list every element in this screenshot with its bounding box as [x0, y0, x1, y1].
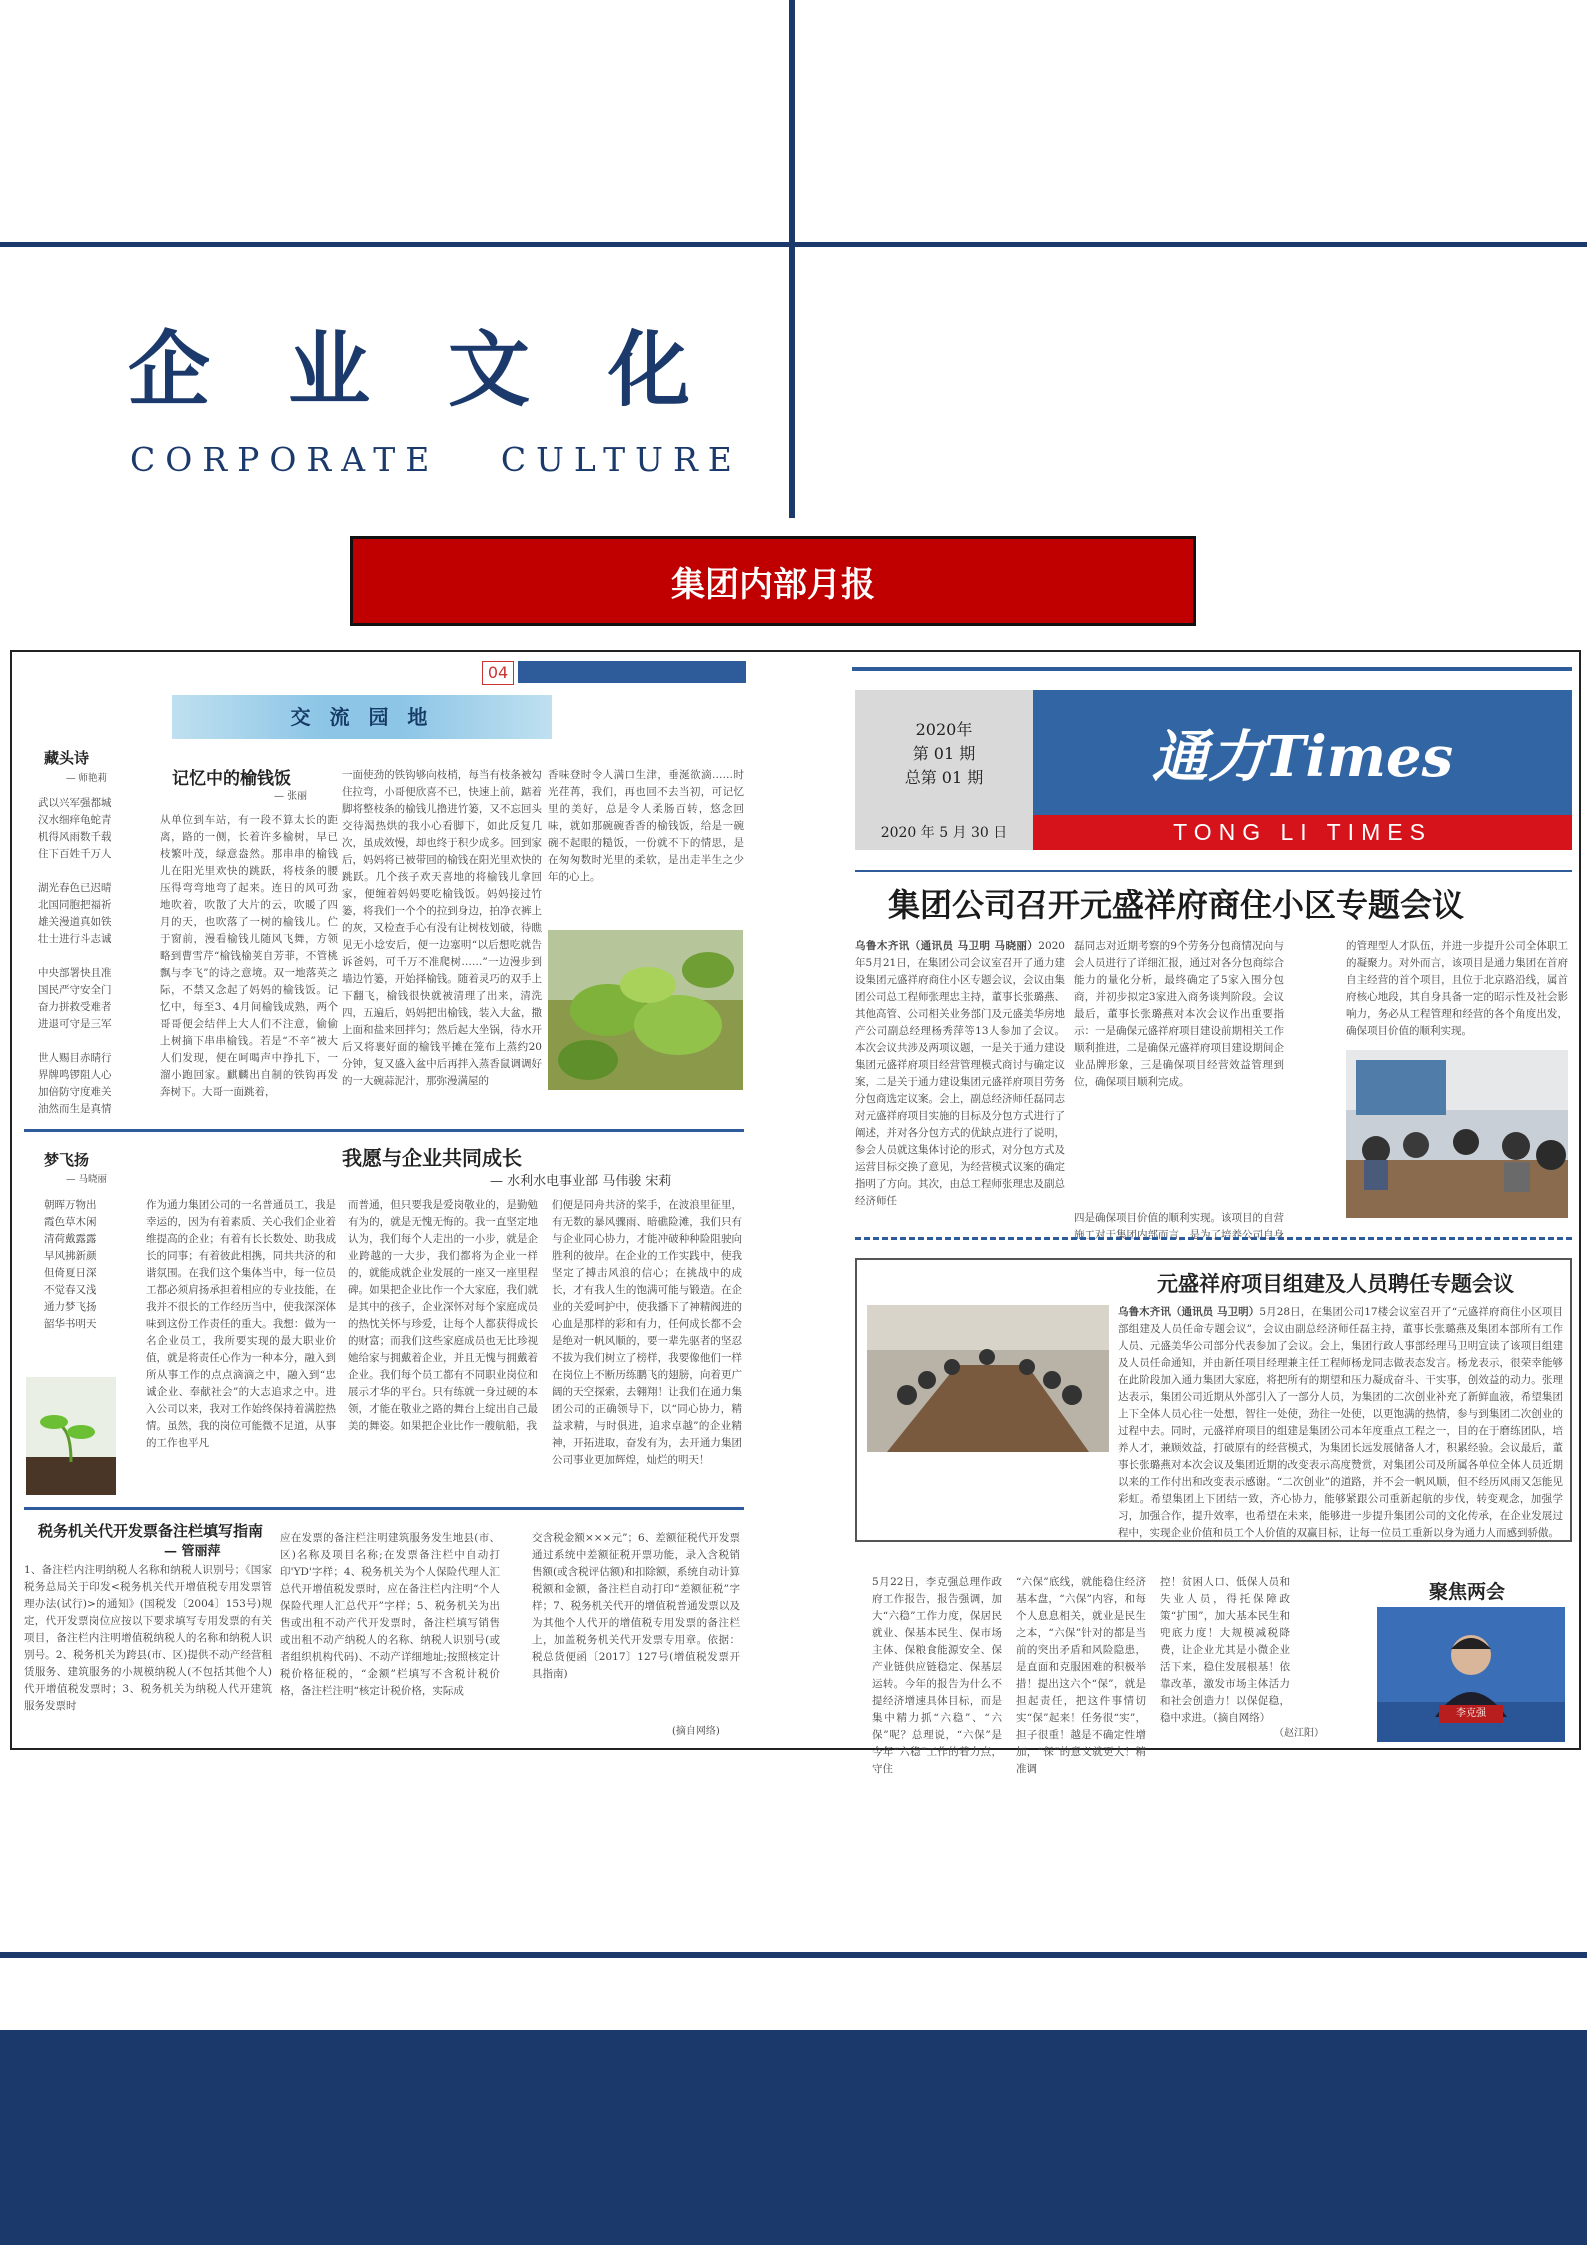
poem-line: 壮士进行斗志诚	[38, 933, 112, 945]
article-title: 聚焦两会	[1429, 1581, 1506, 1603]
article-column: 5月22日，李克强总理作政府工作报告，报告强调，加大“六稳”工作力度，保居民就业、保基本民生、保市场主体、保粮食能源安全、保产业链供应链稳定、保基层运转。今年的报告为什么不提经济增速具体目标，而是集中精力抓“六稳”、“六保”呢？总理说，“六保”是今年“六稳”工作的着力点，守住	[872, 1576, 1002, 1775]
poem-line: 韶华书明天	[44, 1318, 97, 1330]
poem-line: 雄关漫道真如铁	[38, 916, 112, 928]
article-text: 5月28日，在集团公司17楼会议室召开了“元盛祥府商住小区项目部组建及人员任命专题会议”，会议由副总经济师任磊主持，董事长张璐燕及集团本部所有工作人员、元盛美华公司部分代表参加了会议。会上，集团行政人事部经理马卫明宣读了该项目组建及人员任命通知，并由新任项目经理兼主任工程师杨龙同志做表态发言。杨龙表示，很荣幸能够在此阶段加入通力集团大家庭，将把所有的期望和压力凝成奋斗、干实事，创效益的动力。张理达表示，集团公司近期从外部引入了一部分人员，为集团的二次创业补充了新鲜血液，希望集团上下全体人员心往一处想，智往一处使，劲往一处使，以更饱满的热情，参与到集团二次创业的过程中去。同时，元盛祥府项目的组建是集团公司本年度重点工程之一，目的在于磨练团队，培养人才，兼顾效益，打破原有的经营模式，为集团长远发展储备人才，积累经验。会议最后，董事长张璐燕对本次会议及集团近期的改变表示高度赞赏，对集团公司及所属各单位全体人员近期以来的工作付出和改变表示感谢。“二次创业”的道路，并不会一帆风顺，但不经历风雨又怎能见彩虹。希望集团上下团结一致，齐心协力，能够紧跟公司重新起航的步伐，转变观念，加强学习，加强合作，提升效率，也希望在未来，能够进一步提升集团公司的文化传承，在企业发展过程中，实现企业价值和员工个人价值的双赢目标，让每一位员工重新以身为通力人而感到骄傲。	[1118, 1306, 1563, 1539]
article-title: 元盛祥府项目组建及人员聘任专题会议	[1157, 1271, 1514, 1296]
page-top-rule	[852, 667, 1572, 671]
poem-line: 世人赐目赤睛行	[38, 1052, 112, 1064]
headline-rule	[855, 870, 1572, 872]
article-column-summary: 四是确保项目价值的顺利实现。该项目的自营施工对于集团内部而言，是为了培养公司自身	[1074, 1212, 1284, 1241]
article-column: 作为通力集团公司的一名普通员工，我是幸运的，因为有着素质、关心我们企业着维提高的企业；有着有长长数处、助我成长的同事；有着彼此相携，同共共济的和谐氛围。在我们这个集体当中，每一位员工都必须肩扬承担着相应的专业技能，在我并不很长的工作经历当中，使我深深体味到这份工作责任的重大。我想：做为一名企业员工，我所要实现的最大职业价值，就是将责任心作为一种本分，融入到所从事工作的点点滴滴之中，融入到“忠诚企业、奉献社会”的大志追求之中。进入公司以来，我对工作始终保持着满腔热情。虽然，我的岗位可能微不足道，从事的工作也平凡	[146, 1199, 336, 1449]
poem-line: 清荷戴露露	[44, 1233, 97, 1245]
page-number: 04	[482, 661, 514, 685]
header-vertical-rule	[789, 0, 795, 518]
byline: 乌鲁木齐讯（通讯员 马卫明 马晓丽）	[855, 940, 1039, 952]
poem-line: 通力梦飞扬	[44, 1301, 97, 1313]
footer-rule	[0, 1952, 1587, 1958]
premier-photo	[1377, 1607, 1565, 1742]
seedling-photo	[26, 1377, 116, 1495]
poem-line: 住下百姓千万人	[38, 848, 112, 860]
issue-year: 2020年	[915, 720, 973, 739]
article-body	[1118, 1304, 1563, 1539]
article-title: 记忆中的榆钱饭	[172, 769, 291, 789]
dashed-divider	[855, 1237, 1572, 1240]
poem-line: 朝晖万物出	[44, 1199, 97, 1211]
issue-date: 2020 年 5 月 30 日	[880, 825, 1008, 841]
poem-line: 进退可守是三军	[38, 1018, 112, 1030]
article-column: 而普通，但只要我是爱岗敬业的，是勤勉有为的，就是无愧无悔的。我一直坚定地认为，我们每个人走出的一小步，就是企业跨越的一大步，我们都将为企业一样的，就能成就企业发展的一座又一座里程碑。如果把企业比作一个大家庭，我们就是其中的孩子，企业深怀对每个家庭成员的热忱关怀与珍爱，让每个人都获得成长的财富；而我们这些家庭成员也无比珍视她给家与拥戴着企业，并且无愧与拥戴着企业。我们每个员工都有不同职业岗位和展示才华的平台。只有练就一身过硬的本领，才能在敬业之路的舞台上绽出自己最美的舞姿。如果把企业比作一艘航船，我	[348, 1199, 538, 1432]
article-title: 我愿与企业共同成长	[342, 1146, 522, 1170]
article-column: 磊同志对近期考察的9个劳务分包商情况向与会人员进行了详细汇报，通过对各分包商综合能力的量化分析，最终确定了5家入围分包商，并初步拟定3家进入商务谈判阶段。会议最后，董事长张璐燕对本次会议作出重要指示：一是确保元盛祥府项目建设前期相关工作顺利推进，二是确保元盛祥府项目建设期间企业品牌形象，三是确保项目经营效益管理到位，确保项目顺利完成。	[1074, 940, 1284, 1088]
footer-band	[0, 2030, 1587, 2245]
article-column: 的管理型人才队伍，并进一步提升公司全体职工的凝聚力。对外而言，该项目是通力集团在首府自主经营的首个项目，且位于北京路沿线，属首府核心地段，其自身具备一定的昭示性及社会影响力，务必从工程管理和经营的各个角度出发，确保项目价值的顺利实现。	[1346, 940, 1568, 1037]
poem-line: 武以兴军强都城	[38, 797, 112, 809]
poem-title: 藏头诗	[44, 749, 90, 767]
masthead-subtitle: TONG LI TIMES	[1173, 819, 1432, 845]
poem-line: 界牌鸣锣阻人心	[38, 1069, 112, 1081]
newsletter-banner	[350, 536, 1196, 626]
poem-line: 油然而生是真情	[38, 1103, 112, 1115]
banner-label: 集团内部月报	[671, 564, 875, 605]
article-title: 税务机关代开发票备注栏填写指南	[38, 1522, 264, 1540]
article-author: — 水利水电事业部 马伟骏 宋莉	[490, 1174, 672, 1189]
poem-line: 湖光春色已迟晴	[38, 882, 112, 894]
poem-line: 机得风雨数千载	[38, 831, 112, 843]
headline: 集团公司召开元盛祥府商住小区专题会议	[888, 886, 1465, 924]
article-author: — 张丽	[274, 791, 308, 802]
article-column	[855, 938, 1065, 1230]
article-author: （赵江阳）	[1274, 1728, 1324, 1739]
issue-total: 总第 01 期	[904, 768, 984, 787]
section-divider	[24, 1129, 744, 1132]
poem-line: 加倍防守度难关	[38, 1086, 112, 1098]
poem-author: — 马晓丽	[66, 1174, 108, 1185]
article-author: — 管丽萍	[164, 1544, 221, 1559]
poem-line: 但倚夏日深	[44, 1267, 97, 1279]
poem-line: 早风拂新颜	[44, 1250, 97, 1262]
conference-photo	[867, 1305, 1109, 1452]
masthead-logo	[1033, 690, 1572, 815]
source-note: (摘自网络)	[672, 1726, 720, 1737]
masthead-logo-text: 通力Times	[1151, 723, 1454, 790]
article-column: 香味登时令人满口生津，垂涎欲滴……时光荏苒，我们，再也回不去当初，可记忆里的美好，总是令人柔肠百转，悠念回味，就如那碗碗香香的榆钱饭，给是一碗碗不起眼的糙饭，一份就不下的情思，是在匆匆数时光里的柔软，是出走半生之少年的心上。	[548, 769, 744, 883]
section-divider	[24, 1507, 744, 1510]
masthead-subtitle-bar	[1033, 815, 1572, 850]
poem-line	[38, 863, 138, 880]
page-title-chinese: 企业文化	[128, 322, 769, 418]
poem-lines	[44, 1197, 134, 1347]
nameplate: 李克强	[1456, 1708, 1486, 1719]
poem-line	[38, 1033, 138, 1050]
article-column: “六保”底线，就能稳住经济基本盘，“六保”内容，和每个人息息相关，就业是民生之本，“六保”针对的都是当前的突出矛盾和风险隐患，是直面和克服困难的积极举措！提出这六个“保”，就是担起责任，把这件事情切实“保”起来！任务很“实”，担子很重！越是不确定性增加，“保”的意义就更大！精准调	[1016, 1576, 1146, 1775]
article-column: 控！贫困人口、低保人员和失业人员，得托保障政策“扩围”，加大基本民生和兜底力度！大规模减税降费，让企业尤其是小微企业活下来，稳住发展根基！依靠改革，激发市场主体活力和社会创造力！以保促稳，稳中求进。（摘自网络）	[1160, 1576, 1290, 1724]
article-column: 交含税金额×××元”；6、差额征税代开发票通过系统中差额征税开票功能，录入含税销售额(或含税评估额)和扣除额，系统自动计算税额和金额，备注栏自动打印“差额征税”字样；7、税务机关代开的增值税普通发票以及为其他个人代开的增值税专用发票的备注栏上，加盖税务机关代开发票专用章。依据：税总货便函〔2017〕127号(增值税发票开具指南)	[532, 1532, 740, 1680]
newspaper-spread	[10, 650, 1581, 1775]
byline: 乌鲁木齐讯（通讯员 马卫明）	[1118, 1306, 1260, 1318]
elm-leaves-photo	[548, 930, 743, 1090]
article-column: 们便是同舟共济的桨手，在波浪里征里，有无数的暴风骤雨、暗礁险滩，我们只有与企业同心协力，才能冲破种种险阻驶向胜利的彼岸。在企业的工作实践中，使我坚定了搏击风浪的信心；在挑战中的成长，才有我人生的饱满可能与锻造。在企业的关爱呵护中，使我播下了神精阀进的心血是那样的彩和有力，任何成长都不会是绝对一帆风顺的，要一辈先驱者的坚忍不拔为我们树立了榜样，我要像他们一样在岗位上不断历练鹏飞的翅膀，向着更广阔的天空探索，去翱翔！让我们在通力集团公司的正确领导下，以“同心协力，精益求精，与时俱进，追求卓越”的企业精神，开拓进取，奋发有为，去开通力集团公司事业更加辉煌，灿烂的明天！	[552, 1199, 742, 1466]
poem-line: 不觉春又浅	[44, 1284, 97, 1296]
poem-line: 奋力拼救受难者	[38, 1001, 112, 1013]
issue-number: 第 01 期	[912, 744, 976, 763]
poem-title: 梦飞扬	[44, 1151, 90, 1169]
poem-line	[38, 948, 138, 965]
poem-line: 汉水细痒龟蛇青	[38, 814, 112, 826]
poem-line: 中央部署快且准	[38, 967, 112, 979]
poem-line: 霞色草木闲	[44, 1216, 97, 1228]
poem-line: 北国同胞把福祈	[38, 899, 112, 911]
poem-author: — 师艳莉	[66, 773, 108, 784]
article-column: 1、备注栏内注明纳税人名称和纳税人识别号；《国家税务总局关于印发<税务机关代开增值税专用发票管理办法(试行)>的通知》(国税发〔2004〕153号)规定，代开发票岗位应按以下要求填写专用发票的有关项目，备注栏内注明增值税纳税人的名称和纳税人识别号。2、税务机关为跨县(市、区)提供不动产经营租赁服务、建筑服务的小规模纳税人(不包括其他个人)代开增值税发票时；3、税务机关为纳税人代开建筑服务发票时	[24, 1564, 272, 1712]
page-title-english: CORPORATE CULTURE	[130, 440, 742, 479]
poem-line: 国民严守安全门	[38, 984, 112, 996]
page-header-bar	[518, 661, 746, 683]
meeting-photo	[1346, 1050, 1568, 1218]
article-column: 从单位到车站，有一段不算太长的距离，路的一侧，长着许多榆树，早已枝繁叶茂，绿意盎然。那串串的榆钱儿在阳光里欢快的跳跃，将枝条的腰压得弯弯地弯了起来。连日的风可劲地吹着，吹散了大片的云，吹暖了四月的天，也吹落了一树的榆钱儿。伫于窗前，漫看榆钱儿随风飞舞，方领略到曹雪芹“榆钱榆荚自芳菲，不管桃飘与李飞”的诗之意境。双一地落英之际，不禁又念起了妈妈的榆钱饭。记忆中，每至3、4月间榆钱成熟，两个哥哥便会结伴上大人们不注意，偷偷上树摘下串串榆钱。若是“不辛”被大人们发现，便在呵喝声中挣扎下，一溜小跑回家。麒麟出自制的铁钩再发奔树下。大哥一面跳着，	[160, 814, 338, 1098]
article-column: 应在发票的备注栏注明建筑服务发生地县(市、区)名称及项目名称;在发票备注栏中自动打印'YD'字样；4、税务机关为个人保险代理人汇总代开增值税发票时，应在备注栏内注明“个人保险代理人汇总代开”字样；5、税务机关为出售或出租不动产代开发票时，备注栏填写销售或出租不动产纳税人的名称、纳税人识别号(或者组织机构代码)、不动产详细地址;按照核定计税价格征税的，“金额”栏填写不含税计税价格，备注栏注明“核定计税价格，实际成	[280, 1532, 500, 1697]
article-column: 一面使劲的铁钩够向枝梢，每当有枝条被勾住拉弯，小哥便欣喜不已，快速上前，踮着脚将整枝条的榆钱儿撸进竹篓，又不忘回头交待渴热烘的我小心看脚下，如此反复几次，虽成效慢，却也终于积少成多。回到家后，妈妈将已被带回的榆钱在阳光里欢快的跳跃。几个孩子欢天喜地的将榆钱儿拿回家，便缠着妈妈要吃榆钱饭。妈妈接过竹篓，将我们一个个的拉到身边，拍净衣裤上的灰，又检查手心有没有让树枝划破，待瞧见无小埝安后，便一边塞明“以后想吃就告诉爸妈，可千万不准爬树……”一边漫步到墙边竹篓，开始择榆钱。随着灵巧的双手上下翻飞，榆钱很快就被清理了出来，清洗四，五遍后，妈妈把出榆钱，装入大盆，撒上面和盐来回拌匀；然后起大坐锅，待水开后又将裹好面的榆钱平摊在笼布上蒸约20分钟，复又盛入盆中后再拌入蒸香鼠调调好的一大碗蒜泥汁，那弥漫满屋的	[342, 769, 542, 1087]
section-title-banner: 交 流 园 地	[172, 695, 552, 739]
article-body: 2020年5月21日，在集团公司会议室召开了通力建设集团元盛祥府商住小区专题会议，会议由集团公司总工程师张理忠主持，董事长张璐燕、其他高管、公司相关业务部门及元盛美华房地产公司副总经理杨秀萍等13人参加了会议。本次会议共涉及两项议题，一是关于通力建设集团元盛祥府项目经营管理模式商讨与确定议案，二是关于通力建设集团元盛祥府项目劳务分包商选定议案。会上，副总经济师任磊同志对元盛祥府项目实施的目标及分包方式进行了阐述，并对各分包方式的优缺点进行了说明，参会人员就这集体讨论的形式，对分包方式及运营目标交换了意见，为经营模式议案的确定指明了方向。其次，由总工程师张理忠及副总经济师任	[855, 940, 1065, 1207]
issue-info-box	[855, 690, 1033, 850]
